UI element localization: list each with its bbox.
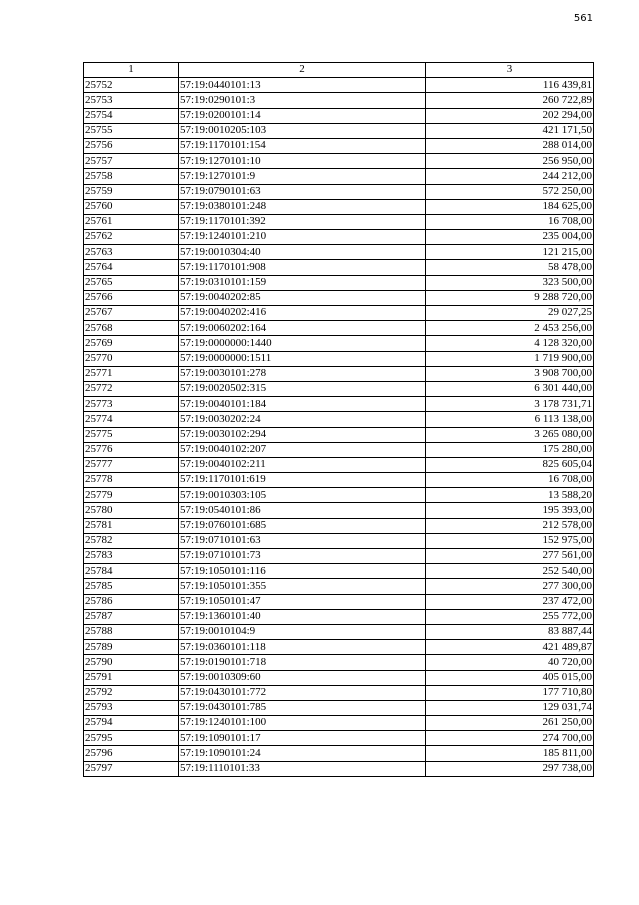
table-row [84, 321, 594, 336]
table-row [84, 93, 594, 108]
table-row [84, 78, 594, 93]
cadastral-value-cell: 261 250,00 [426, 716, 594, 731]
cadastral-number-cell: 57:19:0190101:718 [179, 655, 426, 670]
table-row [84, 199, 594, 214]
row-number-cell: 25767 [84, 306, 179, 321]
cadastral-number-cell: 57:19:1270101:10 [179, 154, 426, 169]
cadastral-number-cell: 57:19:0760101:685 [179, 518, 426, 533]
cadastral-value-cell: 572 250,00 [426, 184, 594, 199]
cadastral-value-cell: 116 439,81 [426, 78, 594, 93]
column-header-2: 2 [179, 63, 426, 78]
cadastral-value-cell: 277 300,00 [426, 579, 594, 594]
table-row [84, 230, 594, 245]
cadastral-value-cell: 3 178 731,71 [426, 397, 594, 412]
cadastral-number-cell: 57:19:0430101:785 [179, 700, 426, 715]
table-row [84, 336, 594, 351]
cadastral-number-cell: 57:19:0430101:772 [179, 685, 426, 700]
cadastral-number-cell: 57:19:0000000:1511 [179, 351, 426, 366]
cadastral-number-cell: 57:19:0710101:73 [179, 549, 426, 564]
table-row [84, 457, 594, 472]
row-number-cell: 25787 [84, 609, 179, 624]
cadastral-number-cell: 57:19:1360101:40 [179, 609, 426, 624]
cadastral-number-cell: 57:19:0010205:103 [179, 123, 426, 138]
cadastral-number-cell: 57:19:0310101:159 [179, 275, 426, 290]
cadastral-value-cell: 177 710,80 [426, 685, 594, 700]
row-number-cell: 25756 [84, 138, 179, 153]
table-row [84, 412, 594, 427]
cadastral-value-cell: 6 113 138,00 [426, 412, 594, 427]
cadastral-value-cell: 212 578,00 [426, 518, 594, 533]
table-row [84, 655, 594, 670]
cadastral-value-cell: 825 605,04 [426, 457, 594, 472]
cadastral-value-cell: 184 625,00 [426, 199, 594, 214]
row-number-cell: 25775 [84, 427, 179, 442]
row-number-cell: 25777 [84, 457, 179, 472]
row-number-cell: 25772 [84, 381, 179, 396]
cadastral-number-cell: 57:19:1110101:33 [179, 761, 426, 776]
table-row [84, 700, 594, 715]
cadastral-value-cell: 274 700,00 [426, 731, 594, 746]
table-row [84, 442, 594, 457]
table-row [84, 169, 594, 184]
table-row [84, 731, 594, 746]
table-header-row [84, 63, 594, 78]
row-number-cell: 25795 [84, 731, 179, 746]
table-row [84, 761, 594, 776]
row-number-cell: 25761 [84, 214, 179, 229]
table-row [84, 518, 594, 533]
cadastral-number-cell: 57:19:0440101:13 [179, 78, 426, 93]
cadastral-value-cell: 421 171,50 [426, 123, 594, 138]
table-row [84, 427, 594, 442]
table-row [84, 306, 594, 321]
table-row [84, 564, 594, 579]
cadastral-number-cell: 57:19:1050101:355 [179, 579, 426, 594]
cadastral-value-cell: 252 540,00 [426, 564, 594, 579]
cadastral-value-cell: 9 288 720,00 [426, 290, 594, 305]
row-number-cell: 25759 [84, 184, 179, 199]
table-row [84, 275, 594, 290]
cadastral-value-cell: 4 128 320,00 [426, 336, 594, 351]
cadastral-value-cell: 29 027,25 [426, 306, 594, 321]
row-number-cell: 25779 [84, 488, 179, 503]
row-number-cell: 25765 [84, 275, 179, 290]
row-number-cell: 25758 [84, 169, 179, 184]
row-number-cell: 25783 [84, 549, 179, 564]
row-number-cell: 25753 [84, 93, 179, 108]
cadastral-number-cell: 57:19:1240101:210 [179, 230, 426, 245]
cadastral-number-cell: 57:19:0010303:105 [179, 488, 426, 503]
table-row [84, 640, 594, 655]
row-number-cell: 25764 [84, 260, 179, 275]
cadastral-number-cell: 57:19:0010309:60 [179, 670, 426, 685]
row-number-cell: 25754 [84, 108, 179, 123]
cadastral-value-table [83, 62, 594, 777]
row-number-cell: 25788 [84, 624, 179, 639]
cadastral-number-cell: 57:19:0290101:3 [179, 93, 426, 108]
row-number-cell: 25773 [84, 397, 179, 412]
cadastral-value-cell: 3 265 080,00 [426, 427, 594, 442]
row-number-cell: 25763 [84, 245, 179, 260]
table-row [84, 579, 594, 594]
cadastral-number-cell: 57:19:0380101:248 [179, 199, 426, 214]
table-row [84, 154, 594, 169]
cadastral-number-cell: 57:19:0360101:118 [179, 640, 426, 655]
row-number-cell: 25774 [84, 412, 179, 427]
table-row [84, 214, 594, 229]
cadastral-number-cell: 57:19:1170101:619 [179, 473, 426, 488]
cadastral-value-cell: 16 708,00 [426, 214, 594, 229]
row-number-cell: 25760 [84, 199, 179, 214]
table-row [84, 290, 594, 305]
cadastral-value-cell: 2 453 256,00 [426, 321, 594, 336]
row-number-cell: 25786 [84, 594, 179, 609]
row-number-cell: 25766 [84, 290, 179, 305]
cadastral-value-cell: 83 887,44 [426, 624, 594, 639]
cadastral-number-cell: 57:19:0040101:184 [179, 397, 426, 412]
table-row [84, 108, 594, 123]
cadastral-value-cell: 195 393,00 [426, 503, 594, 518]
row-number-cell: 25770 [84, 351, 179, 366]
row-number-cell: 25778 [84, 473, 179, 488]
row-number-cell: 25790 [84, 655, 179, 670]
column-header-1: 1 [84, 63, 179, 78]
table-row [84, 503, 594, 518]
row-number-cell: 25752 [84, 78, 179, 93]
table-row [84, 685, 594, 700]
cadastral-value-cell: 277 561,00 [426, 549, 594, 564]
cadastral-value-cell: 13 588,20 [426, 488, 594, 503]
table-row [84, 624, 594, 639]
row-number-cell: 25789 [84, 640, 179, 655]
cadastral-value-cell: 235 004,00 [426, 230, 594, 245]
cadastral-number-cell: 57:19:1090101:17 [179, 731, 426, 746]
cadastral-value-cell: 3 908 700,00 [426, 366, 594, 381]
cadastral-value-cell: 405 015,00 [426, 670, 594, 685]
cadastral-value-cell: 323 500,00 [426, 275, 594, 290]
cadastral-value-cell: 152 975,00 [426, 533, 594, 548]
row-number-cell: 25771 [84, 366, 179, 381]
table-row [84, 351, 594, 366]
table-body [84, 78, 594, 777]
cadastral-number-cell: 57:19:1090101:24 [179, 746, 426, 761]
cadastral-number-cell: 57:19:0040102:207 [179, 442, 426, 457]
row-number-cell: 25796 [84, 746, 179, 761]
cadastral-value-cell: 256 950,00 [426, 154, 594, 169]
cadastral-number-cell: 57:19:0200101:14 [179, 108, 426, 123]
cadastral-number-cell: 57:19:0710101:63 [179, 533, 426, 548]
cadastral-value-cell: 40 720,00 [426, 655, 594, 670]
table-row [84, 260, 594, 275]
row-number-cell: 25794 [84, 716, 179, 731]
row-number-cell: 25780 [84, 503, 179, 518]
table-row [84, 746, 594, 761]
cadastral-value-cell: 16 708,00 [426, 473, 594, 488]
cadastral-number-cell: 57:19:0030202:24 [179, 412, 426, 427]
cadastral-number-cell: 57:19:0540101:86 [179, 503, 426, 518]
table-row [84, 381, 594, 396]
row-number-cell: 25755 [84, 123, 179, 138]
cadastral-number-cell: 57:19:0040202:85 [179, 290, 426, 305]
table-row [84, 549, 594, 564]
cadastral-value-cell: 255 772,00 [426, 609, 594, 624]
row-number-cell: 25785 [84, 579, 179, 594]
cadastral-number-cell: 57:19:0040102:211 [179, 457, 426, 472]
cadastral-number-cell: 57:19:0020502:315 [179, 381, 426, 396]
table-row [84, 366, 594, 381]
row-number-cell: 25791 [84, 670, 179, 685]
cadastral-value-cell: 297 738,00 [426, 761, 594, 776]
cadastral-number-cell: 57:19:0010104:9 [179, 624, 426, 639]
row-number-cell: 25784 [84, 564, 179, 579]
cadastral-number-cell: 57:19:0790101:63 [179, 184, 426, 199]
cadastral-value-cell: 6 301 440,00 [426, 381, 594, 396]
table-row [84, 609, 594, 624]
row-number-cell: 25781 [84, 518, 179, 533]
table-row [84, 670, 594, 685]
cadastral-number-cell: 57:19:0060202:164 [179, 321, 426, 336]
cadastral-number-cell: 57:19:0000000:1440 [179, 336, 426, 351]
table-row [84, 138, 594, 153]
table-row [84, 533, 594, 548]
cadastral-value-cell: 421 489,87 [426, 640, 594, 655]
table-row [84, 397, 594, 412]
cadastral-number-cell: 57:19:1170101:154 [179, 138, 426, 153]
cadastral-value-cell: 58 478,00 [426, 260, 594, 275]
row-number-cell: 25797 [84, 761, 179, 776]
table-row [84, 184, 594, 199]
table-row [84, 488, 594, 503]
cadastral-number-cell: 57:19:1240101:100 [179, 716, 426, 731]
cadastral-value-cell: 244 212,00 [426, 169, 594, 184]
cadastral-value-cell: 185 811,00 [426, 746, 594, 761]
cadastral-value-cell: 237 472,00 [426, 594, 594, 609]
cadastral-value-cell: 202 294,00 [426, 108, 594, 123]
table-row [84, 716, 594, 731]
row-number-cell: 25768 [84, 321, 179, 336]
row-number-cell: 25782 [84, 533, 179, 548]
table-row [84, 123, 594, 138]
cadastral-number-cell: 57:19:0040202:416 [179, 306, 426, 321]
cadastral-value-cell: 121 215,00 [426, 245, 594, 260]
row-number-cell: 25776 [84, 442, 179, 457]
cadastral-number-cell: 57:19:1050101:116 [179, 564, 426, 579]
column-header-3: 3 [426, 63, 594, 78]
cadastral-number-cell: 57:19:1270101:9 [179, 169, 426, 184]
row-number-cell: 25757 [84, 154, 179, 169]
row-number-cell: 25762 [84, 230, 179, 245]
row-number-cell: 25769 [84, 336, 179, 351]
page-number: 561 [573, 13, 593, 24]
cadastral-value-cell: 175 280,00 [426, 442, 594, 457]
table-row [84, 594, 594, 609]
cadastral-value-cell: 1 719 900,00 [426, 351, 594, 366]
cadastral-value-cell: 260 722,89 [426, 93, 594, 108]
cadastral-value-cell: 288 014,00 [426, 138, 594, 153]
cadastral-number-cell: 57:19:1170101:908 [179, 260, 426, 275]
cadastral-number-cell: 57:19:1050101:47 [179, 594, 426, 609]
table-row [84, 473, 594, 488]
cadastral-number-cell: 57:19:0010304:40 [179, 245, 426, 260]
row-number-cell: 25792 [84, 685, 179, 700]
table-row [84, 245, 594, 260]
cadastral-number-cell: 57:19:0030102:294 [179, 427, 426, 442]
cadastral-value-cell: 129 031,74 [426, 700, 594, 715]
cadastral-number-cell: 57:19:1170101:392 [179, 214, 426, 229]
row-number-cell: 25793 [84, 700, 179, 715]
cadastral-number-cell: 57:19:0030101:278 [179, 366, 426, 381]
